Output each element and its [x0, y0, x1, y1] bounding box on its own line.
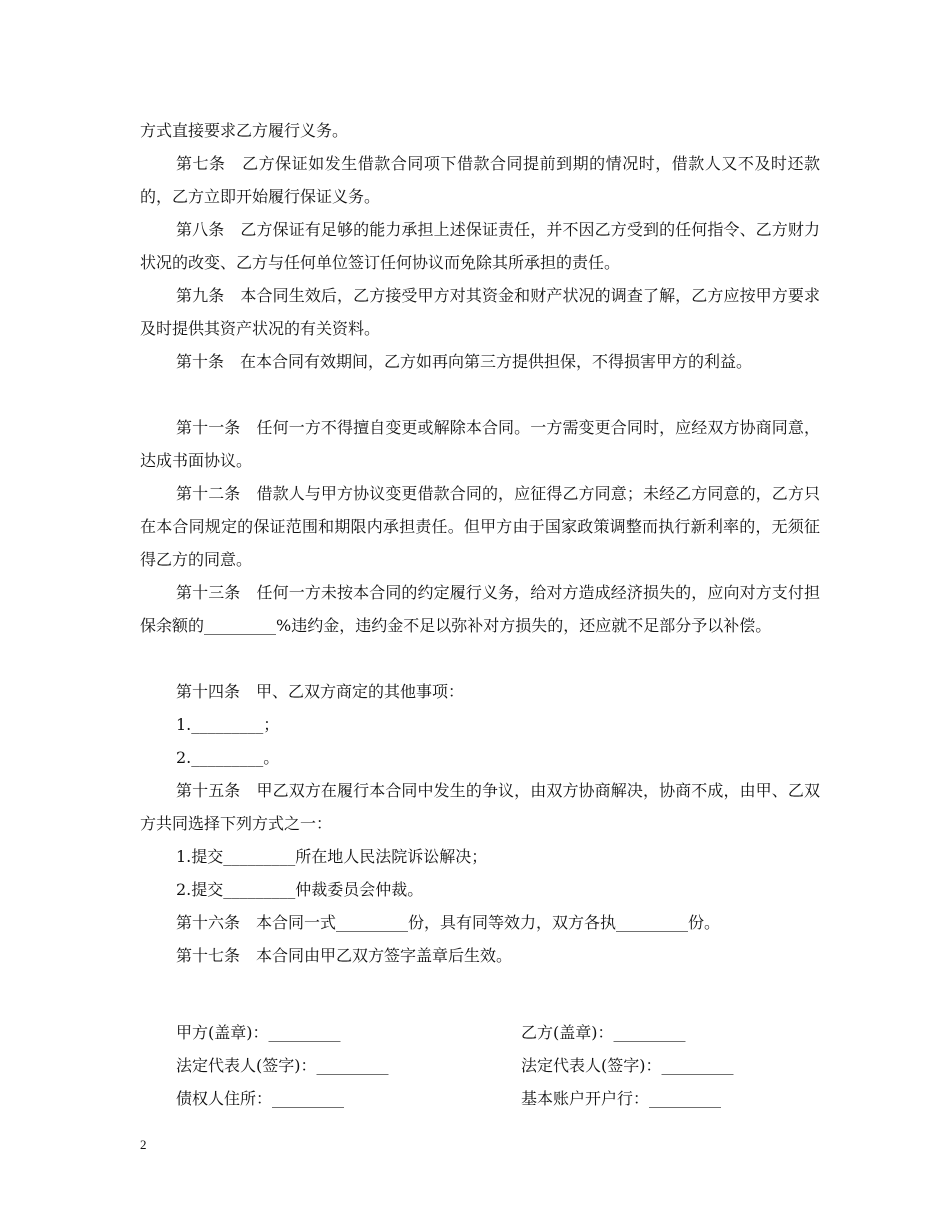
- article-16: 第十六条 本合同一式_________份，具有同等效力，双方各执_________份。: [176, 913, 721, 932]
- article-12: 第十二条 借款人与甲方协议变更借款合同的，应征得乙方同意；未经乙方同意的，乙方只在本合同规定的保证范围和期限内承担责任。但甲方由于国家政策调整而执行新利率的，无须征得乙方的同意。: [140, 484, 820, 569]
- article-14-item-1: 1._________；: [176, 715, 280, 734]
- article-15-option-2: 2.提交_________仲裁委员会仲裁。: [176, 880, 424, 899]
- creditor-address: 债权人住所：_________: [176, 1089, 345, 1108]
- basic-account-bank: 基本账户开户行：_________: [521, 1089, 722, 1108]
- article-7: 第七条 乙方保证如发生借款合同项下借款合同提前到期的情况时，借款人又不及时还款的，乙方立即开始履行保证义务。: [140, 154, 820, 206]
- article-11: 第十一条 任何一方不得擅自变更或解除本合同。一方需变更合同时，应经双方协商同意，达成书面协议。: [140, 418, 820, 470]
- party-a-seal: 甲方(盖章)：_________: [176, 1023, 341, 1042]
- party-b-seal: 乙方(盖章)：_________: [521, 1023, 686, 1042]
- article-13: 第十三条 任何一方未按本合同的约定履行义务，给对方造成经济损失的，应向对方支付担保余额的_________%违约金，违约金不足以弥补对方损失的，还应就不足部分予以补偿。: [140, 583, 820, 635]
- page-number: 2: [140, 1137, 147, 1152]
- article-17: 第十七条 本合同由甲乙双方签字盖章后生效。: [176, 946, 513, 965]
- paragraph-continuation: 方式直接要求乙方履行义务。: [140, 121, 349, 140]
- article-10: 第十条 在本合同有效期间，乙方如再向第三方提供担保，不得损害甲方的利益。: [176, 352, 753, 371]
- party-b-representative: 法定代表人(签字)：_________: [521, 1056, 734, 1075]
- party-a-representative: 法定代表人(签字)：_________: [176, 1056, 389, 1075]
- article-15-option-1: 1.提交_________所在地人民法院诉讼解决；: [176, 847, 488, 866]
- article-14: 第十四条 甲、乙双方商定的其他事项：: [176, 682, 465, 701]
- article-9: 第九条 本合同生效后，乙方接受甲方对其资金和财产状况的调查了解，乙方应按甲方要求及时提供其资产状况的有关资料。: [140, 286, 820, 338]
- article-8: 第八条 乙方保证有足够的能力承担上述保证责任，并不因乙方受到的任何指令、乙方财力状况的改变、乙方与任何单位签订任何协议而免除其所承担的责任。: [140, 220, 820, 272]
- article-14-item-2: 2._________。: [176, 748, 280, 767]
- article-15: 第十五条 甲乙双方在履行本合同中发生的争议，由双方协商解决，协商不成，由甲、乙双方共同选择下列方式之一：: [140, 781, 820, 833]
